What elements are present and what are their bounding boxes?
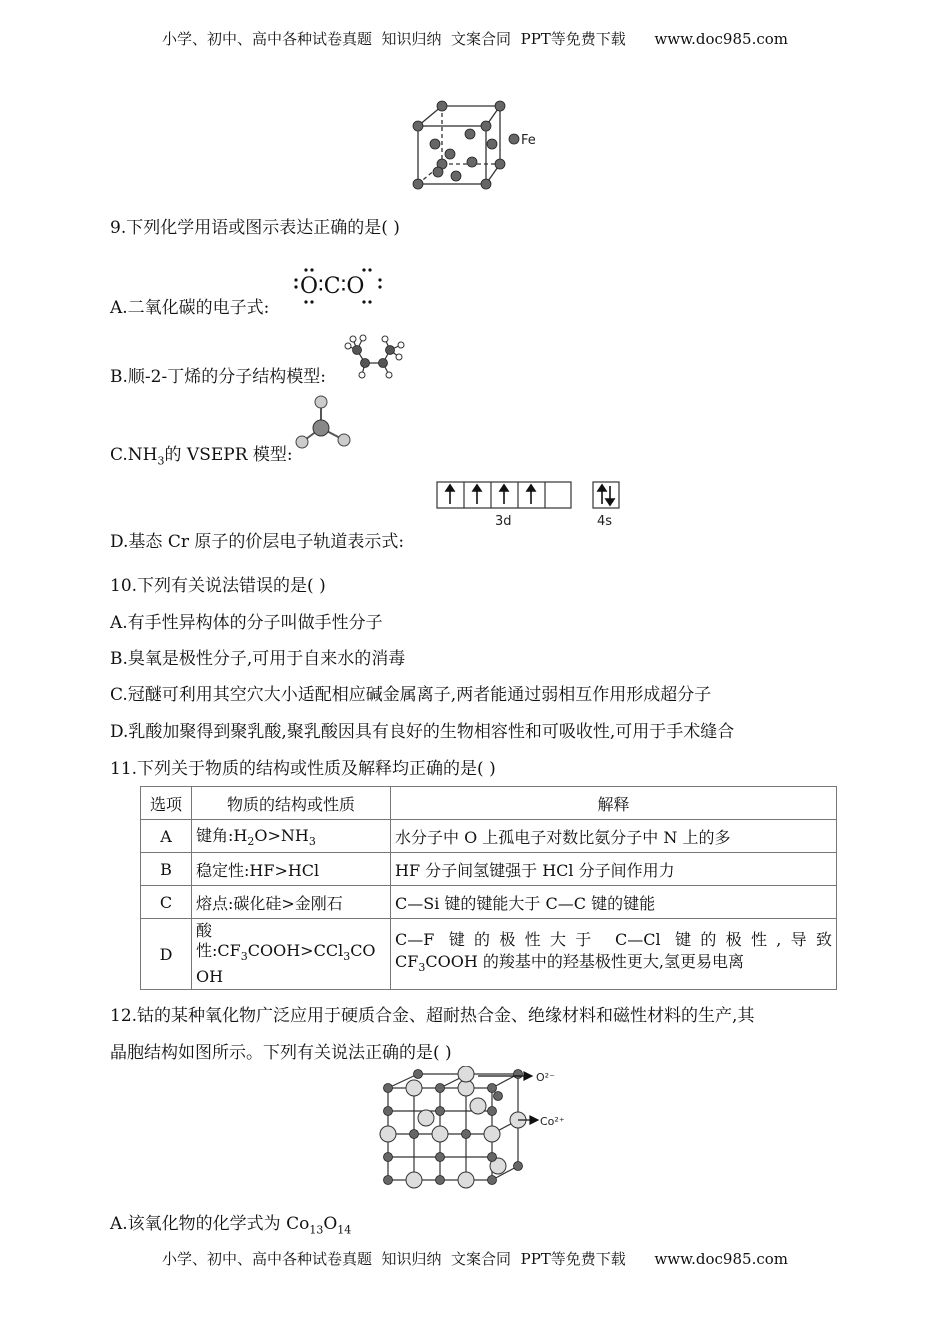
co2-electron-formula xyxy=(288,262,388,308)
table-header: 选项 xyxy=(141,787,192,820)
table-cell-explanation: HF 分子间氢键强于 HCl 分子间作用力 xyxy=(391,853,837,886)
table-cell-property xyxy=(192,820,391,853)
q10-option-b: B.臭氧是极性分子,可用于自来水的消毒 xyxy=(110,649,406,669)
co2-label: Co²⁺ xyxy=(540,1115,565,1128)
q9-c-text-pre: C.NH xyxy=(110,445,158,465)
cell-line xyxy=(395,951,832,979)
table-cell-explanation xyxy=(391,919,837,990)
cell-sub: 3 xyxy=(308,835,316,849)
cell-text: COOH 的羧基中的羟基极性更大,氢更易电离 xyxy=(425,952,744,971)
table-cell-option: D xyxy=(141,919,192,990)
cell-line: C—F 键的极性大于 C—Cl 键的极性,导致 xyxy=(395,930,832,949)
q9-option-c xyxy=(110,440,293,467)
cr-orbital-diagram xyxy=(435,480,625,530)
q12-a-sub: 14 xyxy=(337,1223,352,1237)
q12-a-text: A.该氧化物的化学式为 Co xyxy=(110,1214,310,1234)
q10-option-d: D.乳酸加聚得到聚乳酸,聚乳酸因具有良好的生物相容性和可吸收性,可用于手术缝合 xyxy=(110,722,735,742)
q12-a-text: O xyxy=(323,1214,338,1234)
q11-stem: 11.下列关于物质的结构或性质及解释均正确的是( ) xyxy=(110,759,496,779)
table-cell-option: A xyxy=(141,820,192,853)
table-row xyxy=(141,820,837,853)
q12-stem-line2: 晶胞结构如图所示。下列有关说法正确的是( ) xyxy=(110,1043,452,1063)
cell-line: 酸 xyxy=(196,921,213,940)
cell-line xyxy=(196,941,386,967)
orbital-3d-label: 3d xyxy=(495,514,512,529)
cell-text: CO xyxy=(350,941,376,960)
q12-a-sub: 13 xyxy=(309,1223,324,1237)
cell-text: CF xyxy=(395,952,419,971)
coo-crystal-figure xyxy=(378,1066,578,1190)
table-header-row xyxy=(141,787,837,820)
cell-sub: 3 xyxy=(418,961,426,975)
cell-sub: 3 xyxy=(343,950,351,964)
cell-sub: 2 xyxy=(247,835,255,849)
cell-line: OH xyxy=(196,967,224,987)
q9-option-d: D.基态 Cr 原子的价层电子轨道表示式: xyxy=(110,532,405,552)
table-cell-property: 熔点:碳化硅>金刚石 xyxy=(192,886,391,919)
q10-option-a: A.有手性异构体的分子叫做手性分子 xyxy=(110,613,383,633)
q9-option-b: B.顺-2-丁烯的分子结构模型: xyxy=(110,367,326,387)
cell-text: 性:CF xyxy=(196,941,241,960)
table-header: 解释 xyxy=(391,787,837,820)
table-cell-option: B xyxy=(141,853,192,886)
cell-text: O>NH xyxy=(254,826,309,846)
orbital-4s-box xyxy=(593,482,619,508)
cell-sub: 3 xyxy=(240,950,248,964)
table-cell-option: C xyxy=(141,886,192,919)
table-cell-property xyxy=(192,919,391,990)
table-row xyxy=(141,919,837,990)
table-row xyxy=(141,853,837,886)
q9-c-text-post: 的 VSEPR 模型: xyxy=(164,445,293,465)
table-cell-property: 稳定性:HF>HCl xyxy=(192,853,391,886)
page-footer: 小学、初中、高中各种试卷真题 知识归纳 文案合同 PPT等免费下载 www.doc985.com xyxy=(161,1250,788,1268)
page-header: 小学、初中、高中各种试卷真题 知识归纳 文案合同 PPT等免费下载 www.doc985.com xyxy=(161,30,788,48)
q9-option-a: A.二氧化碳的电子式: xyxy=(110,298,270,318)
table-row xyxy=(141,886,837,919)
orbital-4s-label: 4s xyxy=(597,514,613,529)
o2-label: O²⁻ xyxy=(536,1071,555,1084)
cis-2-butene-model xyxy=(343,333,405,383)
q9-stem: 9.下列化学用语或图示表达正确的是( ) xyxy=(110,218,400,238)
fe-crystal-figure xyxy=(400,96,550,196)
q12-stem-line1: 12.钴的某种氧化物广泛应用于硬质合金、超耐热合金、绝缘材料和磁性材料的生产,其 xyxy=(110,1006,755,1026)
q11-table xyxy=(140,786,837,990)
co2-formula-text: O∶C∶O xyxy=(300,274,365,299)
q9-c-sub: 3 xyxy=(157,454,165,468)
table-cell-explanation: C—Si 键的键能大于 C—C 键的键能 xyxy=(391,886,837,919)
table-header: 物质的结构或性质 xyxy=(192,787,391,820)
q10-option-c: C.冠醚可利用其空穴大小适配相应碱金属离子,两者能通过弱相互作用形成超分子 xyxy=(110,685,712,705)
table-cell-explanation: 水分子中 O 上孤电子对数比氨分子中 N 上的多 xyxy=(391,820,837,853)
q12-option-a xyxy=(110,1209,351,1236)
fe-label: Fe xyxy=(521,133,536,148)
cell-text: COOH>CCl xyxy=(247,941,344,960)
nh3-vsepr-model xyxy=(288,392,358,452)
q10-stem: 10.下列有关说法错误的是( ) xyxy=(110,576,326,596)
cell-text: 键角:H xyxy=(196,826,248,846)
